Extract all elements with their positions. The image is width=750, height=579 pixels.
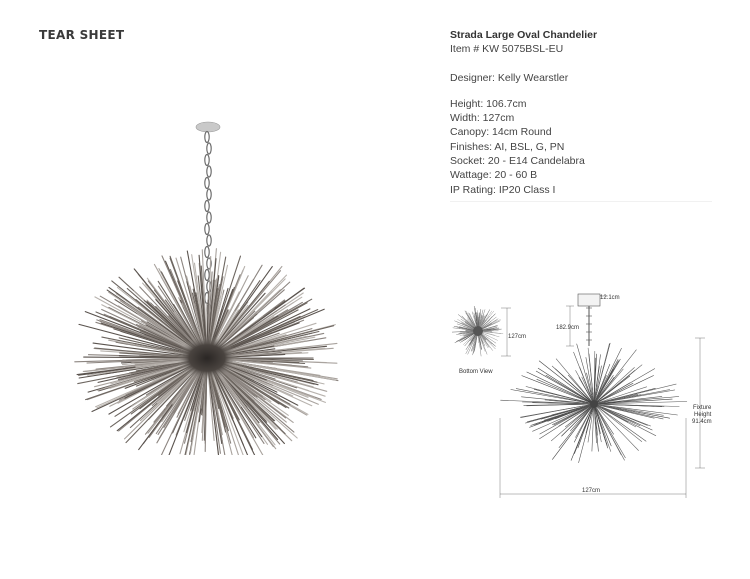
side-view-hub — [590, 400, 598, 408]
spec-height: Height: 106.7cm — [450, 97, 527, 110]
bottom-view-dim: 127cm — [508, 334, 527, 340]
width-dim: 127cm — [582, 488, 601, 494]
spec-wattage: Wattage: 20 - 60 B — [450, 169, 538, 182]
bottom-view-label: Bottom View — [459, 369, 493, 375]
spec-divider — [450, 201, 712, 202]
canopy-dim: 12.1cm — [600, 295, 620, 301]
spec-width: Width: 127cm — [450, 112, 515, 125]
fixture-height-label-2: Height — [694, 412, 712, 418]
spec-socket: Socket: 20 - E14 Candelabra — [450, 155, 585, 168]
spec-ip-rating: IP Rating: IP20 Class I — [450, 183, 556, 196]
bottom-view-hub — [473, 326, 483, 336]
spec-finishes: Finishes: AI, BSL, G, PN — [450, 140, 565, 153]
product-spec-block — [450, 28, 597, 197]
fixture-height-label-1: Fixture — [693, 405, 712, 411]
chandelier-photo — [60, 115, 360, 455]
canopy-drawing — [578, 294, 600, 306]
chain-dim: 182.9cm — [556, 325, 580, 331]
side-view-drawing — [490, 288, 720, 500]
designer: Designer: Kelly Wearstler — [450, 71, 569, 84]
fixture-height-dim: 91.4cm — [692, 419, 712, 425]
chandelier-core — [177, 336, 237, 380]
canopy — [196, 122, 220, 132]
item-number: Item # KW 5075BSL-EU — [450, 43, 564, 56]
chain — [205, 132, 211, 316]
tear-sheet-heading: TEAR SHEET — [39, 28, 125, 42]
spec-canopy: Canopy: 14cm Round — [450, 126, 552, 139]
product-name: Strada Large Oval Chandelier — [450, 29, 598, 41]
